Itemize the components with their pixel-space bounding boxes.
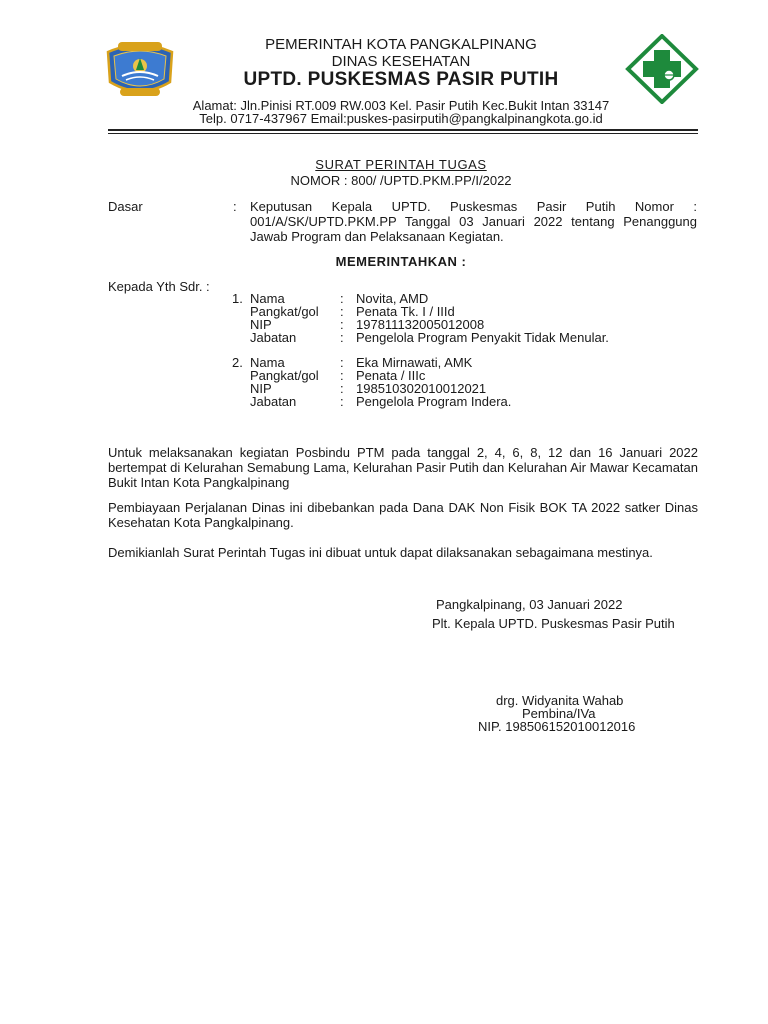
- funding-paragraph: Pembiayaan Perjalanan Dinas ini dibebankan pada Dana DAK Non Fisik BOK TA 2022 satker Dinas Kesehatan Kota Pangkalpinang.: [108, 500, 698, 530]
- letter-number: NOMOR : 800/ /UPTD.PKM.PP/I/2022: [290, 173, 512, 188]
- signature-position: Plt. Kepala UPTD. Puskesmas Pasir Putih: [432, 616, 675, 631]
- header-divider-thin: [108, 133, 698, 134]
- dasar-colon: :: [233, 199, 237, 214]
- person-2-nip-colon: :: [340, 381, 344, 396]
- header-institution: UPTD. PUSKESMAS PASIR PUTIH: [243, 69, 559, 90]
- command-heading: MEMERINTAHKAN :: [335, 254, 467, 269]
- person-2-rank-value: Penata / IIIc: [356, 368, 426, 383]
- person-1-position-colon: :: [340, 330, 344, 345]
- person-1-nip-label: NIP: [250, 317, 272, 332]
- header-divider-thick: [108, 129, 698, 131]
- person-2-name-colon: :: [340, 355, 344, 370]
- person-1-number: 1.: [232, 291, 243, 306]
- person-2-position-colon: :: [340, 394, 344, 409]
- signatory-name: drg. Widyanita Wahab: [496, 693, 624, 708]
- header-government: PEMERINTAH KOTA PANGKALPINANG: [265, 36, 537, 53]
- person-2-nip-label: NIP: [250, 381, 272, 396]
- letter-title: SURAT PERINTAH TUGAS: [315, 157, 487, 172]
- dasar-text: Keputusan Kepala UPTD. Puskesmas Pasir Putih Nomor : 001/A/SK/UPTD.PKM.PP Tanggal 03 Januari 2022 tentang Penanggung Jawab Program dan Pelaksanaan Kegiatan.: [250, 199, 697, 244]
- person-2-rank-label: Pangkat/gol: [250, 368, 319, 383]
- person-1-nip-colon: :: [340, 317, 344, 332]
- purpose-paragraph: Untuk melaksanakan kegiatan Posbindu PTM pada tanggal 2, 4, 6, 8, 12 dan 16 Januari 2022 bertempat di Kelurahan Semabung Lama, Kelurahan Pasir Putih dan Kelurahan Air Mawar Kecamatan Bukit Intan Kota Pangkalpinang: [108, 445, 698, 490]
- person-2-nip-value: 198510302010012021: [356, 381, 487, 396]
- person-1-name-value: Novita, AMD: [356, 291, 429, 306]
- signature-place-date: Pangkalpinang, 03 Januari 2022: [436, 597, 623, 612]
- signatory-rank: Pembina/IVa: [522, 706, 596, 721]
- puskesmas-cross-icon: [624, 34, 700, 104]
- person-1-position-value: Pengelola Program Penyakit Tidak Menular.: [356, 330, 609, 345]
- person-2-name-label: Nama: [250, 355, 285, 370]
- header-address: Alamat: Jln.Pinisi RT.009 RW.003 Kel. Pasir Putih Kec.Bukit Intan 33147: [192, 98, 610, 113]
- dasar-label: Dasar: [108, 199, 143, 214]
- recipient-label: Kepada Yth Sdr. :: [108, 279, 210, 294]
- person-2-number: 2.: [232, 355, 243, 370]
- person-1-rank-value: Penata Tk. I / IIId: [356, 304, 455, 319]
- person-1-name-label: Nama: [250, 291, 285, 306]
- header-contact: Telp. 0717-437967 Email:puskes-pasirputih@pangkalpinangkota.go.id: [199, 111, 603, 126]
- person-1-name-colon: :: [340, 291, 344, 306]
- person-1-rank-colon: :: [340, 304, 344, 319]
- person-2-position-label: Jabatan: [250, 394, 297, 409]
- person-1-rank-label: Pangkat/gol: [250, 304, 319, 319]
- person-1-position-label: Jabatan: [250, 330, 297, 345]
- header-department: DINAS KESEHATAN: [331, 53, 471, 70]
- signatory-nip: NIP. 198506152010012016: [478, 719, 636, 734]
- person-1-nip-value: 197811132005012008: [356, 317, 485, 332]
- person-2-position-value: Pengelola Program Indera.: [356, 394, 512, 409]
- person-2-name-value: Eka Mirnawati, AMK: [356, 355, 473, 370]
- person-2-rank-colon: :: [340, 368, 344, 383]
- closing-paragraph: Demikianlah Surat Perintah Tugas ini dibuat untuk dapat dilaksanakan sebagaimana mestinya.: [108, 545, 653, 560]
